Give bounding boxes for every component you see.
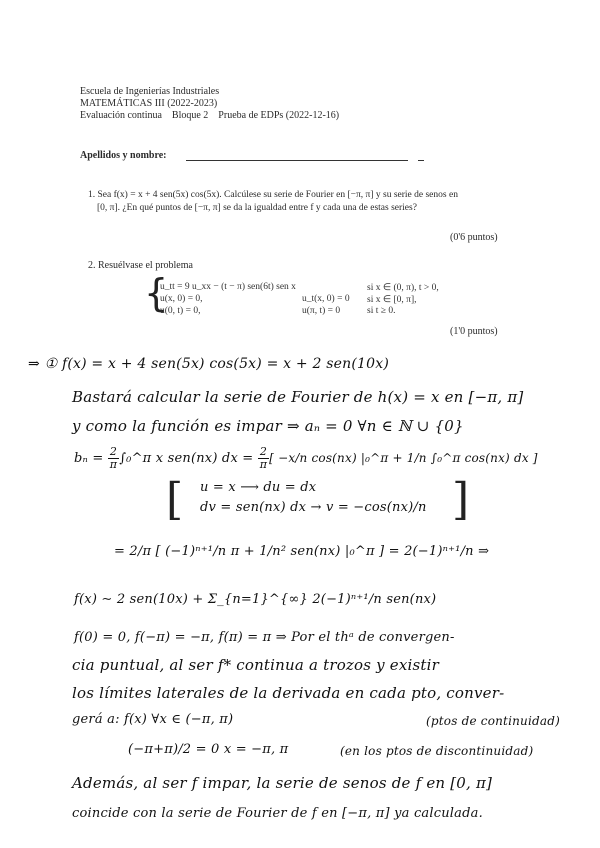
hw-line-15: coincide con la serie de Fourier de f en [−π, π] ya calculada.	[72, 806, 483, 821]
system-row-3-eq: u(0, t) = 0,	[160, 306, 201, 316]
hw-line-4	[74, 446, 538, 471]
hw-line-1: ⇒ ① f(x) = x + 4 sen(5x) cos(5x) = x + 2 sen(10x)	[28, 356, 389, 372]
system-row-3-mid: u(π, t) = 0	[302, 306, 341, 316]
course-title: MATEMÁTICAS III (2022-2023)	[80, 98, 218, 109]
system-row-3-cond: si t ≥ 0.	[367, 306, 396, 316]
name-label: Apellidos y nombre:	[80, 150, 167, 161]
evaluation-info: Evaluación continua Bloque 2 Prueba de EDPs (2022-12-16)	[80, 110, 340, 121]
hw-line-11: los límites laterales de la derivada en cada pto, conver-	[72, 684, 505, 702]
school-name: Escuela de Ingenierías Industriales	[80, 86, 220, 97]
hw-line-7: = 2/π [ (−1)ⁿ⁺¹/n π + 1/n² sen(nx) |₀^π ] = 2(−1)ⁿ⁺¹/n ⇒	[114, 544, 490, 559]
hw-line-12-left: gerá a: f(x) ∀x ∈ (−π, π)	[72, 712, 234, 727]
hw-line-10: cia puntual, al ser f* continua a trozos y existir	[72, 656, 439, 674]
system-row-1-cond: si x ∈ (0, π), t > 0,	[367, 283, 439, 293]
question-2-points: (1'0 puntos)	[450, 326, 498, 337]
system-row-1-eq: u_tt = 9 u_xx − (t − π) sen(6t) sen x	[160, 282, 296, 292]
question-1-line-1: 1. Sea f(x) = x + 4 sen(5x) cos(5x). Calcúlese su serie de Fourier en [−π, π] y su serie de senos en	[88, 190, 458, 200]
name-underline-tail	[418, 160, 424, 161]
hw-bracket-left: [	[166, 474, 184, 525]
hw-line-13-right: (en los ptos de discontinuidad)	[340, 744, 534, 758]
hw-integral-2: [ −x/n cos(nx) |₀^π + 1/n ∫₀^π cos(nx) dx ]	[269, 451, 538, 465]
hw-integral-1: ∫₀^π x sen(nx) dx =	[119, 451, 258, 466]
hw-fraction-1-num: 2	[108, 446, 119, 459]
question-1-line-2: [0, π]. ¿En qué puntos de [−π, π] se da la igualdad entre f y cada una de estas series?	[97, 203, 417, 213]
hw-line-6: dv = sen(nx) dx → v = −cos(nx)/n	[200, 500, 427, 515]
name-underline	[186, 160, 408, 161]
hw-line-8: f(x) ∼ 2 sen(10x) + Σ_{n=1}^{∞} 2(−1)ⁿ⁺¹/n sen(nx)	[74, 592, 437, 607]
system-row-2-mid: u_t(x, 0) = 0	[302, 294, 350, 304]
hw-fraction-1-den: π	[109, 458, 118, 471]
hw-fraction-2	[258, 446, 269, 471]
system-brace: {	[144, 271, 169, 315]
hw-line-13-left: (−π+π)/2 = 0 x = −π, π	[128, 742, 289, 757]
hw-line-2: Bastará calcular la serie de Fourier de h(x) = x en [−π, π]	[72, 388, 524, 406]
hw-line-12-right: (ptos de continuidad)	[426, 714, 561, 728]
question-2-intro: 2. Resuélvase el problema	[88, 260, 193, 271]
system-row-2-cond: si x ∈ [0, π],	[367, 295, 417, 305]
hw-line-5: u = x ⟶ du = dx	[200, 480, 317, 495]
hw-line-9: f(0) = 0, f(−π) = −π, f(π) = π ⇒ Por el thᵃ de convergen-	[74, 630, 455, 645]
system-row-2-eq: u(x, 0) = 0,	[160, 294, 203, 304]
hw-fraction-2-den: π	[259, 458, 268, 471]
hw-fraction-1	[108, 446, 119, 471]
hw-bn-label: bₙ =	[74, 451, 108, 466]
hw-line-14: Además, al ser f impar, la serie de senos de f en [0, π]	[72, 774, 493, 792]
question-1-points: (0'6 puntos)	[450, 232, 498, 243]
hw-line-3: y como la función es impar ⇒ aₙ = 0 ∀n ∈ ℕ ∪ {0}	[72, 417, 464, 435]
hw-bracket-right: ]	[452, 474, 470, 525]
hw-fraction-2-num: 2	[258, 446, 269, 459]
